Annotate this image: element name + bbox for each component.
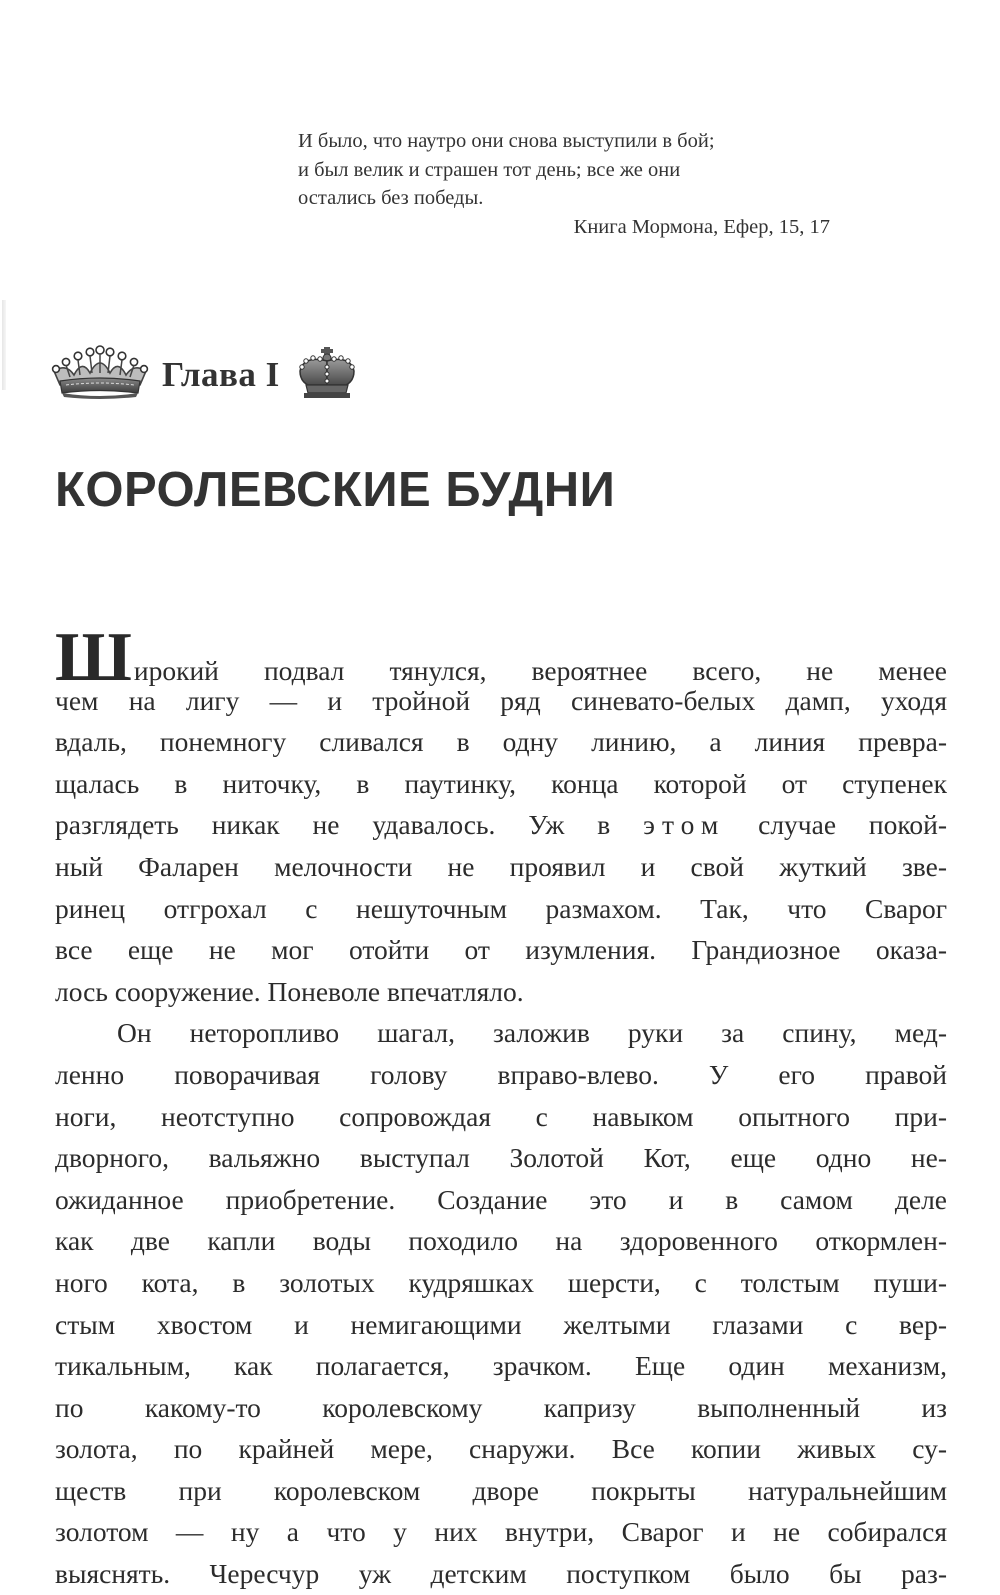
- text-line: Он неторопливо шагал, заложив руки за спину, мед-: [117, 1017, 947, 1049]
- text-line: ществ при королевском дворе покрыты натуральнейшим: [55, 1474, 947, 1506]
- epigraph-line: и был велик и страшен тот день; все же они: [298, 158, 681, 181]
- chapter-label: Глава I: [162, 355, 280, 394]
- text-line: ожиданное приобретение. Создание это и в самом деле: [55, 1183, 947, 1215]
- drop-cap: Ш: [55, 619, 132, 696]
- text-line: все еще не мог отойти от изумления. Грандиозное оказа-: [55, 934, 947, 966]
- text-line: вдаль, понемногу сливался в одну линию, а линия превра-: [55, 726, 947, 758]
- paragraph: [55, 619, 947, 1012]
- chapter-title: КОРОЛЕВСКИЕ БУДНИ: [55, 463, 616, 517]
- text-line: как две капли воды походило на здоровенного откормлен-: [55, 1225, 947, 1257]
- epigraph-line: И было, что наутро они снова выступили в бой;: [298, 130, 715, 152]
- emphasized-word: этом: [643, 809, 726, 841]
- text-line: [55, 804, 947, 846]
- text-line: стым хвостом и немигающими желтыми глазами с вер-: [55, 1308, 947, 1340]
- text-line: ленно поворачивая голову вправо-влево. У его правой: [55, 1058, 947, 1090]
- crown-icon: [48, 345, 152, 406]
- text-line: ринец отгрохал с нешуточным размахом. Так, что Сварог: [55, 892, 947, 924]
- text-line: тикальным, как полагается, зрачком. Еще один механизм,: [55, 1350, 947, 1382]
- imperial-crown-icon: [294, 345, 360, 406]
- page-edge-shadow: [2, 300, 6, 390]
- chapter-heading: [48, 340, 360, 410]
- epigraph: [298, 127, 830, 241]
- text-line: золотом — ну а что у них внутри, Сварог и не собирался: [55, 1516, 947, 1548]
- text-line: по какому-то королевскому капризу выполненный из: [55, 1391, 947, 1423]
- paragraph: [55, 1012, 947, 1594]
- text-line-content: разглядеть никак не удавалось. Уж в: [55, 809, 611, 841]
- text-line: ного кота, в золотых кудряшках шерсти, с толстым пуши-: [55, 1266, 947, 1298]
- text-line: чем на лигу — и тройной ряд синевато-белых дамп, уходя: [55, 684, 947, 716]
- text-line: ноги, неотступно сопровождая с навыком опытного при-: [55, 1100, 947, 1132]
- epigraph-source: Книга Мормона, Ефер, 15, 17: [573, 215, 830, 238]
- text-line: дворного, вальяжно выступал Золотой Кот, еще одно не-: [55, 1142, 947, 1174]
- text-line: щалась в ниточку, в паутинку, конца которой от ступенек: [55, 767, 947, 799]
- text-line: [55, 619, 947, 696]
- text-line-content: случае покой-: [758, 809, 947, 841]
- body-text: [55, 619, 947, 1595]
- text-line: ный Фаларен мелочности не проявил и свой жуткий зве-: [55, 850, 947, 882]
- text-line: лось сооружение. Поневоле впечатляло.: [55, 975, 524, 1007]
- text-line: выяснять. Чересчур уж детским поступком было бы раз-: [55, 1558, 947, 1590]
- text-line: золота, по крайней мере, снаружи. Все копии живых су-: [55, 1433, 947, 1465]
- text-line-content: ирокий подвал тянулся, вероятнее всего, не менее: [133, 655, 947, 686]
- epigraph-line: остались без победы.: [298, 187, 484, 209]
